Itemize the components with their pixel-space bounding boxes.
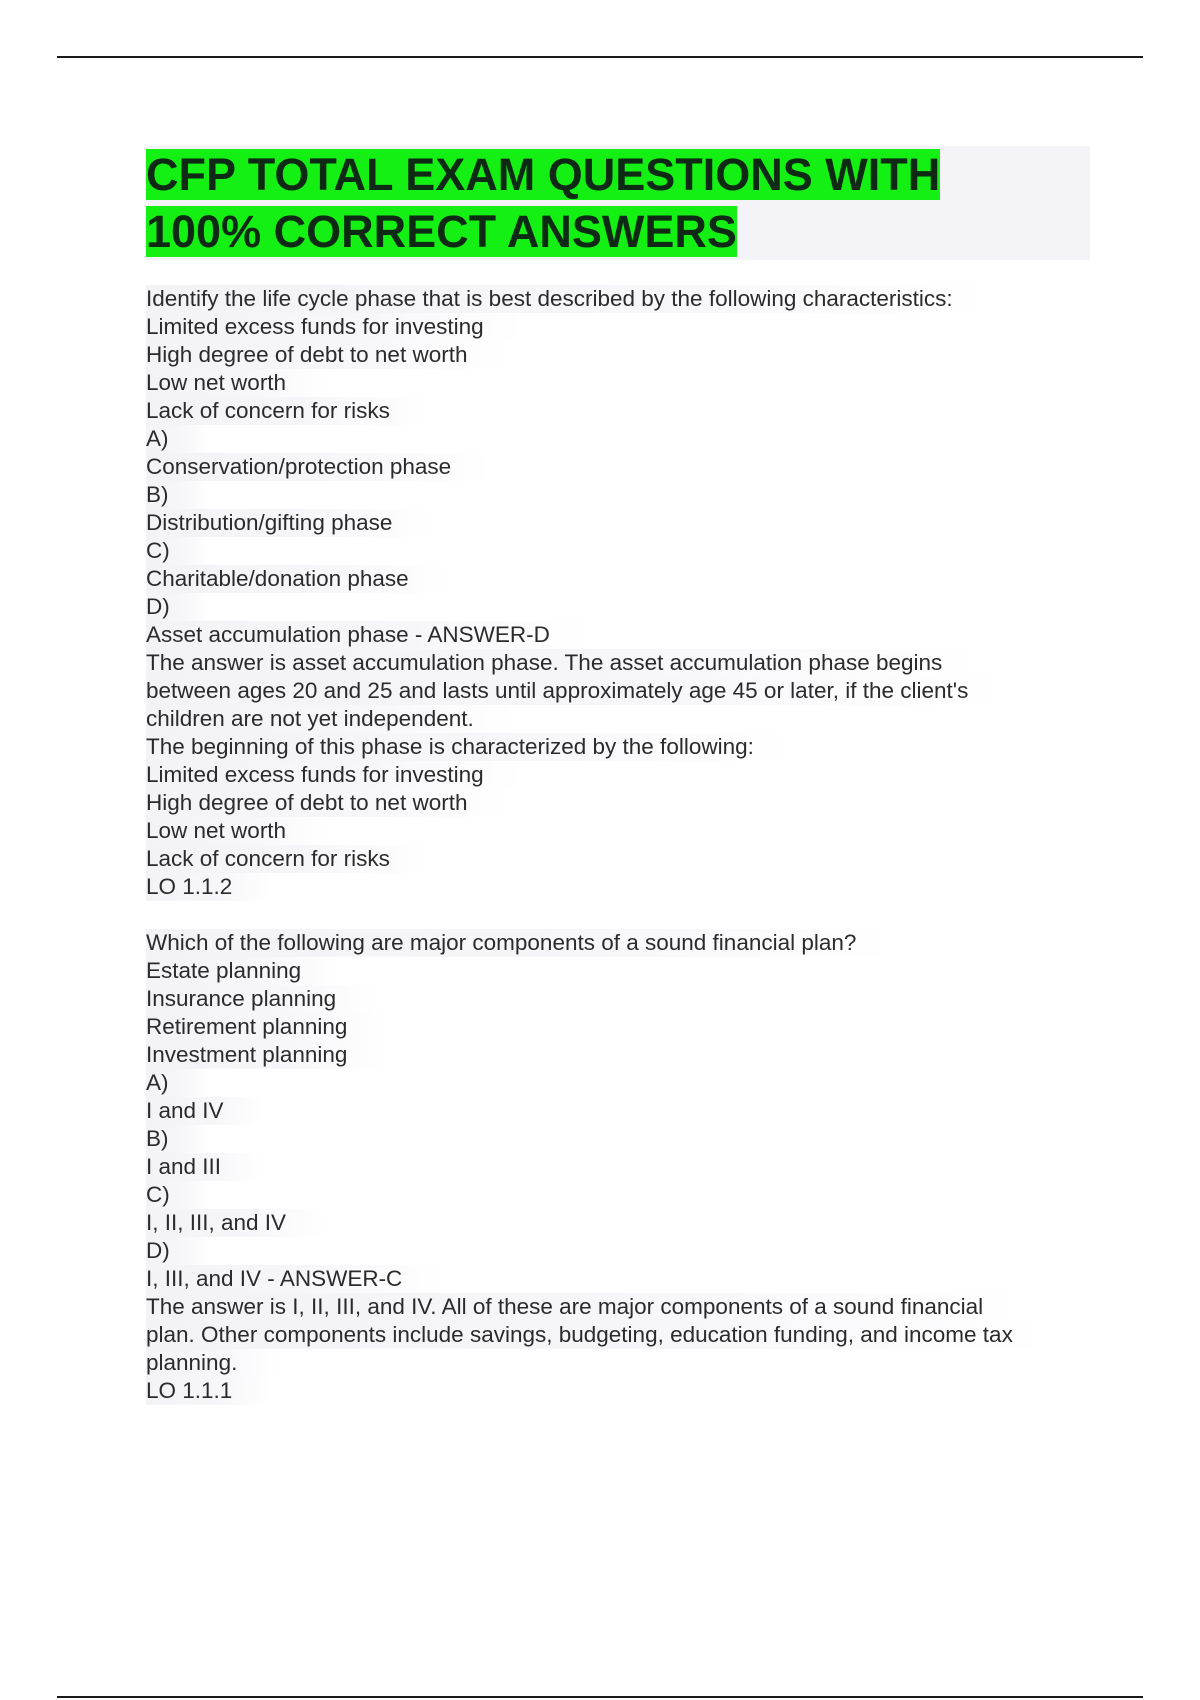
option-label: D): [146, 593, 210, 621]
learning-objective: LO 1.1.2: [146, 873, 272, 901]
question-1-line: High degree of debt to net worth: [146, 341, 507, 369]
question-2-text: Which of the following are major components of a sound financial plan?: [146, 929, 896, 957]
question-2-line: Insurance planning: [146, 985, 376, 1013]
question-2-line: Retirement planning: [146, 1013, 387, 1041]
explanation-line: Lack of concern for risks: [146, 845, 430, 873]
option-label: B): [146, 481, 209, 509]
option-text: I and III: [146, 1153, 261, 1181]
question-2-line: Estate planning: [146, 957, 341, 985]
learning-objective: LO 1.1.1: [146, 1377, 272, 1405]
option-text: Conservation/protection phase: [146, 453, 491, 481]
question-2-line: Investment planning: [146, 1041, 387, 1069]
option-label: D): [146, 1237, 210, 1265]
explanation-line: plan. Other components include savings, budgeting, education funding, and income tax: [146, 1321, 1053, 1349]
option-label: C): [146, 537, 210, 565]
bottom-rule: [57, 1696, 1143, 1698]
question-spacer: [146, 901, 1090, 929]
question-2: [146, 929, 1090, 1405]
option-text: I and IV: [146, 1097, 264, 1125]
document-body: [146, 146, 1090, 1405]
answer-line: I, III, and IV - ANSWER-C: [146, 1265, 442, 1293]
question-1-line: Lack of concern for risks: [146, 397, 430, 425]
question-1-text: Identify the life cycle phase that is best described by the following characteristics:: [146, 285, 993, 313]
title-line-1: CFP TOTAL EXAM QUESTIONS WITH: [146, 149, 941, 200]
option-label: A): [146, 425, 209, 453]
explanation-line: Low net worth: [146, 817, 326, 845]
option-text: Distribution/gifting phase: [146, 509, 432, 537]
option-text: I, II, III, and IV: [146, 1209, 326, 1237]
explanation-line: The answer is I, II, III, and IV. All of these are major components of a sound financial: [146, 1293, 1023, 1321]
explanation-line: High degree of debt to net worth: [146, 789, 507, 817]
title-line-2: 100% CORRECT ANSWERS: [146, 206, 737, 257]
question-1-line: Low net worth: [146, 369, 326, 397]
explanation-line: Limited excess funds for investing: [146, 761, 524, 789]
answer-line: Asset accumulation phase - ANSWER-D: [146, 621, 590, 649]
title-block: [146, 146, 1090, 260]
explanation-line: children are not yet independent.: [146, 705, 514, 733]
explanation-line: between ages 20 and 25 and lasts until approximately age 45 or later, if the client's: [146, 677, 1008, 705]
question-1: [146, 285, 1090, 901]
explanation-line: The beginning of this phase is characterized by the following:: [146, 733, 794, 761]
top-rule: [57, 56, 1143, 58]
document-title: [146, 146, 1090, 260]
question-1-line: Limited excess funds for investing: [146, 313, 524, 341]
option-text: Charitable/donation phase: [146, 565, 449, 593]
explanation-line: planning.: [146, 1349, 277, 1377]
option-label: B): [146, 1125, 209, 1153]
explanation-line: The answer is asset accumulation phase. The asset accumulation phase begins: [146, 649, 982, 677]
option-label: A): [146, 1069, 209, 1097]
option-label: C): [146, 1181, 210, 1209]
